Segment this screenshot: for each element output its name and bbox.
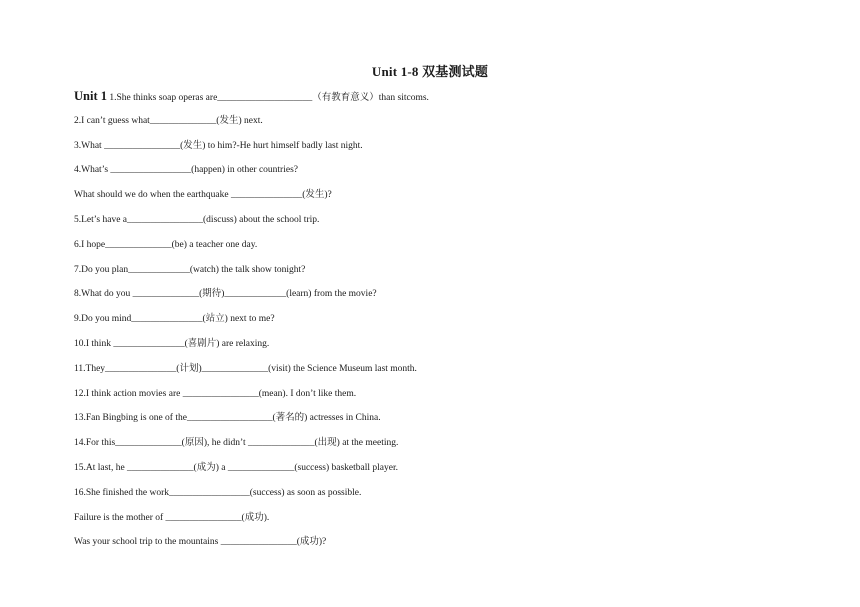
question-line: 4.What’s _________________(happen) in other countries?: [74, 165, 298, 176]
question-line: What should we do when the earthquake _______________(发生)?: [74, 190, 332, 201]
question-line: Was your school trip to the mountains ________________(成功)?: [74, 537, 327, 548]
question-line: [74, 84, 794, 109]
question-line: 2.I can’t guess what______________(发生) next.: [74, 115, 263, 126]
unit-label: Unit 1: [74, 89, 107, 103]
question-line: Failure is the mother of ________________(成功).: [74, 512, 270, 523]
page-title: Unit 1-8 双基测试题: [371, 64, 489, 79]
question-line: 3.What ________________(发生) to him?-He hurt himself badly last night.: [74, 140, 363, 151]
question-list: [74, 84, 794, 555]
question-line: 13.Fan Bingbing is one of the__________________(著名的) actresses in China.: [74, 413, 381, 424]
question-line: 15.At last, he ______________(成为) a ______________(success) basketball player.: [74, 462, 398, 473]
question-line: 8.What do you ______________(期待)_____________(learn) from the movie?: [74, 289, 377, 300]
question-text: 1.She thinks soap operas are____________________（有教育意义）than sitcoms.: [109, 93, 429, 103]
question-line: 12.I think action movies are ________________(mean). I don’t like them.: [74, 388, 357, 399]
question-line: 16.She finished the work_________________(success) as soon as possible.: [74, 487, 362, 498]
question-line: 11.They_______________(计划)______________(visit) the Science Museum last month.: [74, 363, 417, 374]
question-line: 7.Do you plan_____________(watch) the talk show tonight?: [74, 264, 306, 275]
question-line: 5.Let’s have a________________(discuss) about the school trip.: [74, 214, 320, 225]
question-line: 14.For this______________(原因), he didn’t ______________(出现) at the meeting.: [74, 438, 399, 449]
question-line: 10.I think _______________(喜剧片) are relaxing.: [74, 338, 270, 349]
question-line: 6.I hope______________(be) a teacher one day.: [74, 239, 258, 250]
question-line: 9.Do you mind_______________(站立) next to me?: [74, 314, 275, 325]
